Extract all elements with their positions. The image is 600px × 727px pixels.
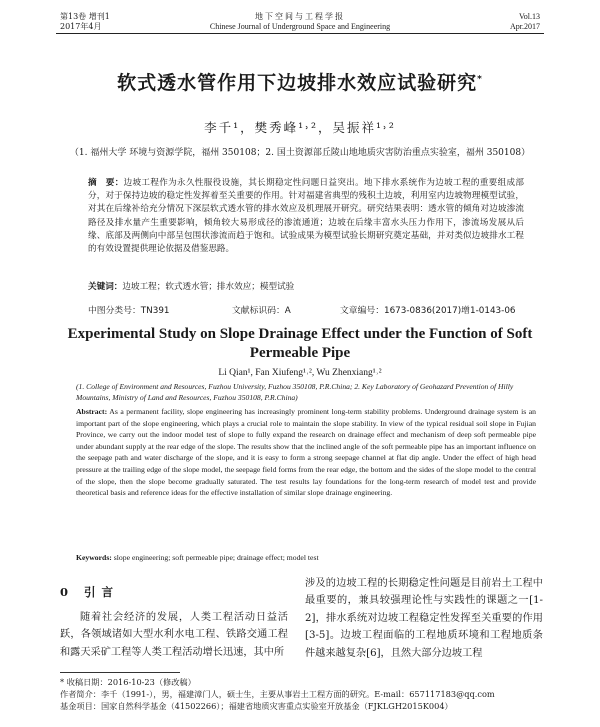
header-journal-cn: 地下空间与工程学报 [255,12,345,21]
header-vol-en: Vol.13 [519,12,540,21]
footnote-fund: 基金项目：国家自然科学基金（41502266）；福建省地质灾害重点实验室开放基金（FJKLGH2015K004） [60,701,453,711]
footnote-rule [60,672,180,673]
intro-paragraph-left: 随着社会经济的发展，人类工程活动日益活跃，各领域诸如大型水利水电工程、铁路交通工程和露天采矿工程等人类工程活动增长迅速，其中所 [60,612,288,658]
affiliation-cn: （1. 福州大学 环境与资源学院，福州 350108；2. 国土资源部丘陵山地地质灾害防治重点实验室，福州 350108） [69,148,531,158]
section-title: 引言 [84,585,120,599]
abstract-cn-text: 边坡工程作为永久性服役设施，其长期稳定性问题日益突出。地下排水系统作为边坡工程的重要组成部分，对于保持边坡的稳定性发挥着至关重要的作用。针对福建省典型的残积土边坡，利用室内边坡物理模型试验，对其在后缘补给充分情况下深层软式透水管的排水效应及机理展开研究。研究结果表明：透水管的倾角对边坡渗流路径及排水量产生重要影响，倾角较大易形成径的渗流通道；边坡在后缘丰富水头压力作用下，渗流场发展从后缘、底部及两侧向中部呈包围状渗流而趋于饱和。试验成果为模型试验长期研究奠定基础，并对类似边坡排水工程的有效设置提供理论依据及借鉴思路。 [88,178,524,255]
authors-en: Li Qian¹, Fan Xiufeng¹˒², Wu Zhenxiang¹˒² [218,368,382,378]
title-footnote-mark: * [477,74,483,85]
intro-paragraph-right: 涉及的边坡工程的长期稳定性问题是目前岩土工程中最重要的，兼具较强理论性与实践性的课题之一[1-2]，排水系统对边坡工程稳定性发挥至关重要的作用[3-5]。边坡工程面临的工程地质环境和工程地质条件越来越复杂[6]，且然大部分边坡工程 [305,578,543,659]
keywords-en-text: slope engineering; soft permeable pipe; drainage effect; model test [113,553,319,562]
paper-title-en: Experimental Study on Slope Drainage Effect under the Function of Soft Permeable Pipe [67,326,533,361]
section-number: 0 [60,585,69,599]
authors-cn: 李千¹，樊秀峰¹˒²，吴振祥¹˒² [204,120,396,135]
keywords-en-label: Keywords: [76,553,112,562]
keywords-en [76,553,536,562]
header-rule [56,33,544,34]
keywords-cn-text: 边坡工程；软式透水管；排水效应；模型试验 [122,282,295,292]
footnote-received: * 收稿日期：2016-10-23（修改稿） [60,677,196,687]
keywords-cn [88,280,524,292]
document-code: 文献标识码：A [232,306,291,316]
article-number: 文章编号：1673-0836(2017)增1-0143-06 [340,306,516,316]
header-journal-en: Chinese Journal of Underground Space and Engineering [209,22,391,31]
abstract-cn-label: 摘 要： [88,178,124,188]
abstract-cn [88,177,524,256]
header-issue-cn: 第13卷 增刊1 [60,12,110,21]
header-date-en: Apr.2017 [510,22,540,31]
paper-title-cn: 软式透水管作用下边坡排水效应试验研究* [117,72,483,94]
footnote-author: 作者简介：李千（1991-），男，福建漳门人，硕士生，主要从事岩土工程方面的研究。E-mail：657117183@qq.com [60,689,495,699]
header-date-cn: 2017年4月 [60,22,102,31]
keywords-cn-label: 关键词： [88,282,123,292]
affiliation-en: (1. College of Environment and Resources, Fuzhou University, Fuzhou 350108, P.R.China; 2. Key Laboratory of Geohazard Prevention of Hilly Mountains, Ministry of Land and Resources, Fuzhou 350108, P.R.China) [76,382,514,402]
abstract-en-label: Abstract: [76,407,108,416]
abstract-en [76,406,536,499]
section-heading-intro [60,584,119,600]
abstract-en-text: As a permanent facility, slope engineering has increasingly prominent long-term stability problems. Underground drainage system is an important part of the slope engineering, which plays a crucial role to maintain the slope stability. In view of the typical residual soil slope in Fujian Province, we carry out the indoor model test of slope to fully expand the research on drainage effect and mechanism of deep soft permeable pipe under abundant supply at the rear edge of the slope. The results show that the inclined angle of the soft permeable pipe has an important influence on the seepage path and water discharge of the slope, and it is easy to form a strong seepage channel at flat dip angle. Under the effect of high head pressure at the trailing edge of the slope model, the seepage field forms from the rear edge, the bottom and the sides of the slope model to the central of the slope, then the slope become gradually saturated. The test results lay foundations for the long-term research of model test and provide theoretical basis and reference ideas for the effective installation of similar slope drainage engineering. [76,407,536,498]
clc-number: 中图分类号：TN391 [88,306,170,316]
